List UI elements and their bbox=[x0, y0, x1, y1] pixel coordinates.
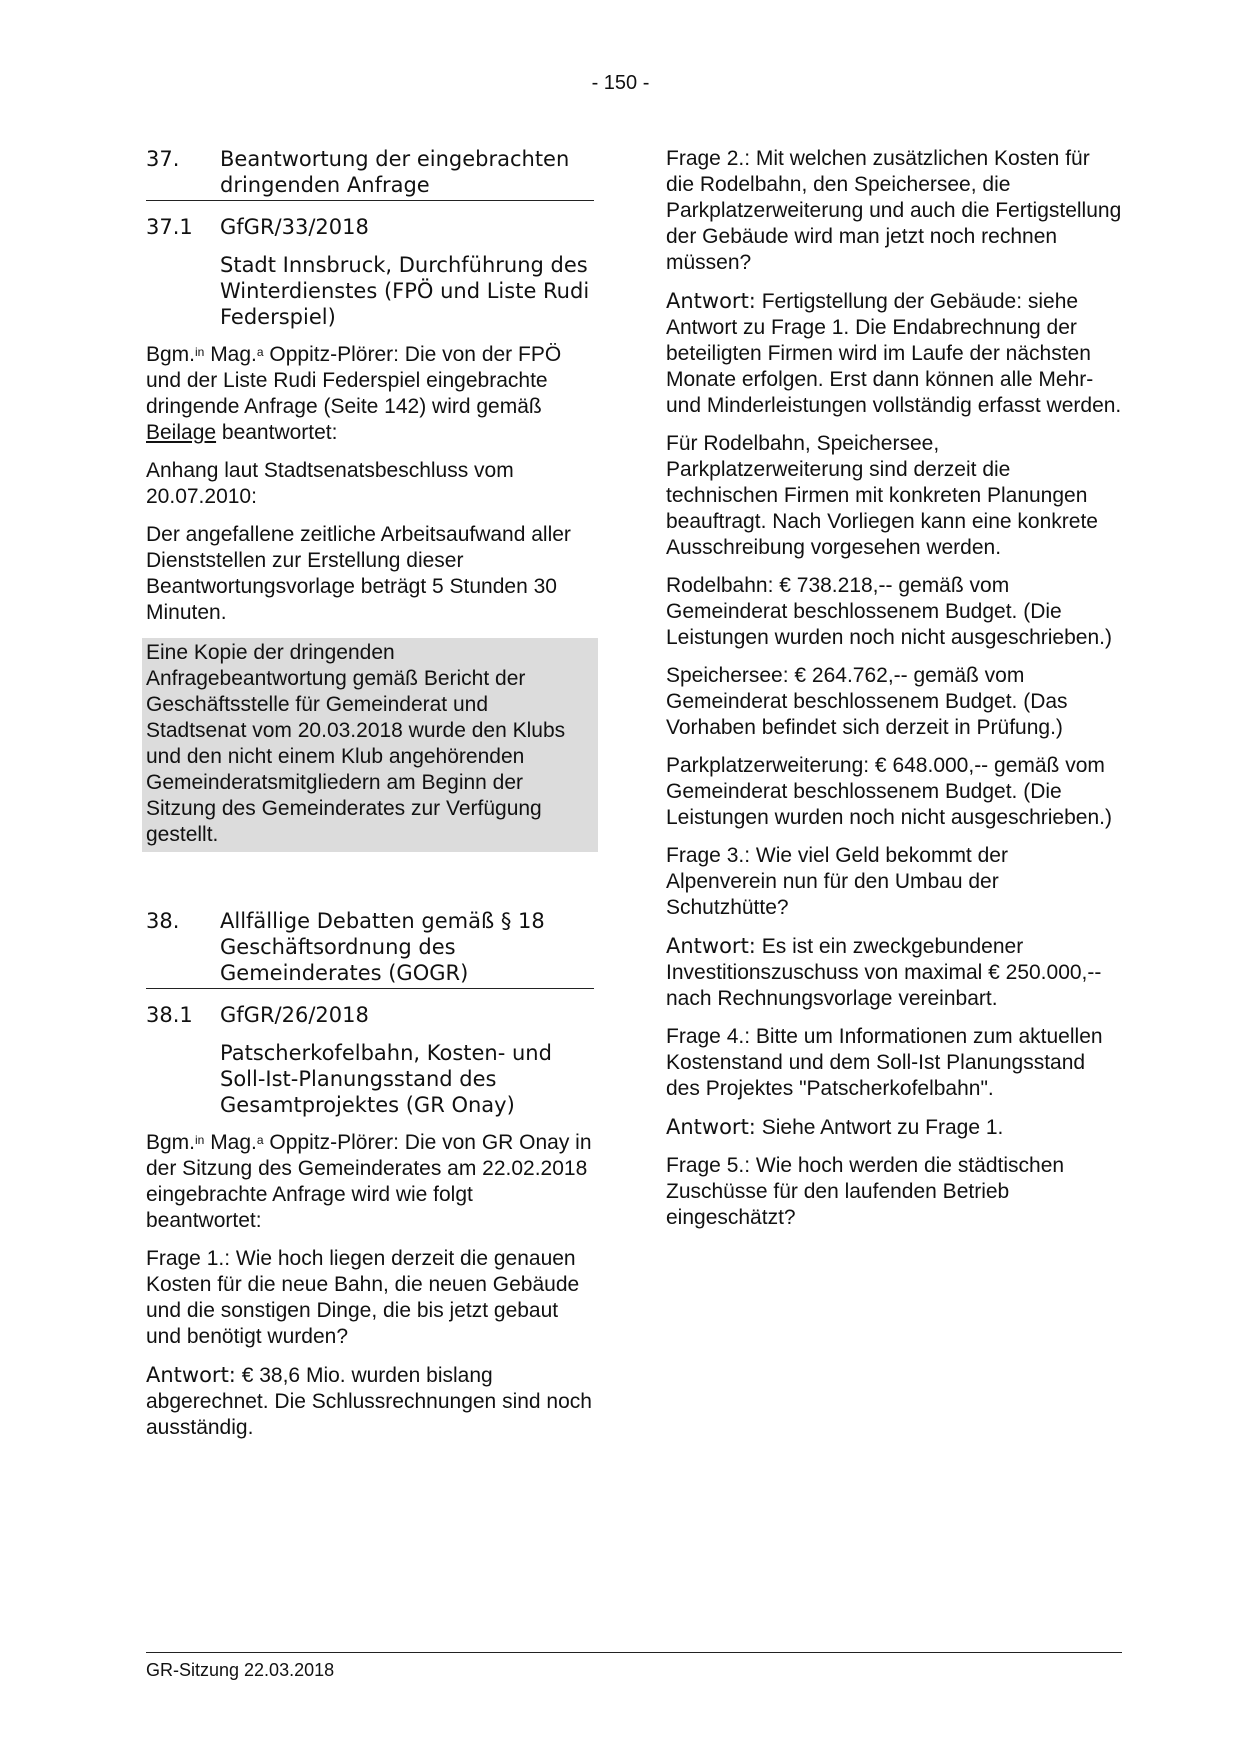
mayor-statement: Bgm.$^{in}$ Mag.$^a$ Oppitz-Plörer: Die von GR Onay in der Sitzung des Gemeinderates am 22.02.2018 eingebrachte Anfrage wird wie folgt beantwortet: bbox=[146, 1131, 592, 1232]
right-column bbox=[666, 146, 1122, 1243]
item-code: GfGR/33/2018 bbox=[220, 215, 369, 239]
section-number: 38. bbox=[146, 909, 180, 933]
question-paragraph: Frage 5.: Wie hoch werden die städtischen Zuschüsse für den laufenden Betrieb eingeschätzt? bbox=[666, 1154, 1065, 1229]
section-number: 37. bbox=[146, 147, 180, 171]
answer-label: Antwort: bbox=[666, 934, 756, 958]
item-subtitle: Patscherkofelbahn, Kosten- und Soll-Ist-Planungsstand des Gesamtprojektes (GR Onay) bbox=[220, 1041, 552, 1117]
answer-paragraph: Antwort: € 38,6 Mio. wurden bislang abgerechnet. Die Schlussrechnungen sind noch ausständig. bbox=[146, 1363, 592, 1439]
item-number: 37.1 bbox=[146, 215, 193, 239]
question-paragraph: Frage 3.: Wie viel Geld bekommt der Alpenverein nun für den Umbau der Schutzhütte? bbox=[666, 844, 1008, 919]
section-title: Beantwortung der eingebrachten dringenden Anfrage bbox=[220, 147, 570, 197]
question-paragraph: Frage 4.: Bitte um Informationen zum aktuellen Kostenstand und dem Soll-Ist Planungsstand des Projektes "Patscherkofelbahn". bbox=[666, 1025, 1103, 1100]
paragraph: Für Rodelbahn, Speichersee, Parkplatzerweiterung sind derzeit die technischen Firmen mit konkreten Planungen beauftragt. Nach Vorliegen kann eine konkrete Ausschreibung vorgesehen werden. bbox=[666, 432, 1098, 559]
section-37-heading bbox=[146, 146, 594, 201]
answer-label: Antwort: bbox=[666, 289, 756, 313]
item-subtitle: Stadt Innsbruck, Durchführung des Winterdienstes (FPÖ und Liste Rudi Federspiel) bbox=[220, 253, 590, 329]
section-title: Allfällige Debatten gemäß § 18 Geschäftsordnung des Gemeinderates (GOGR) bbox=[220, 909, 545, 985]
footer-divider bbox=[146, 1652, 1122, 1653]
highlighted-note: Eine Kopie der dringenden Anfragebeantwortung gemäß Bericht der Geschäftsstelle für Gemeinderat und Stadtsenat vom 20.03.2018 wurde den Klubs und den nicht einem Klub angehörenden Gemeinderatsmitgliedern am Beginn der Sitzung des Gemeinderates zur Verfügung gestellt. bbox=[142, 638, 598, 852]
paragraph: Rodelbahn: € 738.218,-- gemäß vom Gemeinderat beschlossenem Budget. (Die Leistungen wurden noch nicht ausgeschrieben.) bbox=[666, 574, 1112, 649]
item-37-1 bbox=[146, 214, 594, 240]
page-number: - 150 - bbox=[591, 72, 650, 94]
paragraph: Anhang laut Stadtsenatsbeschluss vom 20.07.2010: bbox=[146, 459, 514, 508]
question-paragraph: Frage 1.: Wie hoch liegen derzeit die genauen Kosten für die neue Bahn, die neuen Gebäude und die sonstigen Dinge, die bis jetzt gebaut und benötigt wurden? bbox=[146, 1247, 580, 1348]
footer: GR-Sitzung 22.03.2018 bbox=[146, 1660, 335, 1680]
item-code: GfGR/26/2018 bbox=[220, 1003, 369, 1027]
beilage-link[interactable]: Beilage bbox=[146, 421, 217, 444]
item-number: 38.1 bbox=[146, 1003, 193, 1027]
section-38-heading bbox=[146, 908, 594, 989]
question-paragraph: Frage 2.: Mit welchen zusätzlichen Kosten für die Rodelbahn, den Speichersee, die Parkplatzerweiterung und auch die Fertigstellung der Gebäude wird man jetzt noch rechnen müssen? bbox=[666, 147, 1122, 274]
answer-paragraph: Antwort: Fertigstellung der Gebäude: siehe Antwort zu Frage 1. Die Endabrechnung der beteiligten Firmen wird im Laufe der nächsten Monate erfolgen. Erst dann können alle Mehr- und Minderleistungen vollständig erfasst werden. bbox=[666, 289, 1122, 417]
spacer bbox=[146, 864, 594, 908]
answer-paragraph: Antwort: Es ist ein zweckgebundener Investitionszuschuss von maximal € 250.000,-- nach Rechnungsvorlage vereinbart. bbox=[666, 934, 1102, 1010]
left-column bbox=[146, 146, 594, 1453]
answer-paragraph: Antwort: Siehe Antwort zu Frage 1. bbox=[666, 1115, 1004, 1139]
paragraph: Parkplatzerweiterung: € 648.000,-- gemäß vom Gemeinderat beschlossenem Budget. (Die Leistungen wurden noch nicht ausgeschrieben.) bbox=[666, 754, 1112, 829]
answer-label: Antwort: bbox=[146, 1363, 236, 1387]
paragraph: Der angefallene zeitliche Arbeitsaufwand aller Dienststellen zur Erstellung dieser Beantwortungsvorlage beträgt 5 Stunden 30 Minuten. bbox=[146, 523, 571, 624]
paragraph: Speichersee: € 264.762,-- gemäß vom Gemeinderat beschlossenem Budget. (Das Vorhaben befindet sich derzeit in Prüfung.) bbox=[666, 664, 1068, 739]
answer-label: Antwort: bbox=[666, 1115, 756, 1139]
mayor-statement: Bgm.$^{in}$ Mag.$^a$ Oppitz-Plörer: Die von der FPÖ und der Liste Rudi Federspiel eingebrachte dringende Anfrage (Seite 142) wird gemäß Beilage beantwortet: bbox=[146, 343, 562, 444]
item-38-1 bbox=[146, 1002, 594, 1028]
